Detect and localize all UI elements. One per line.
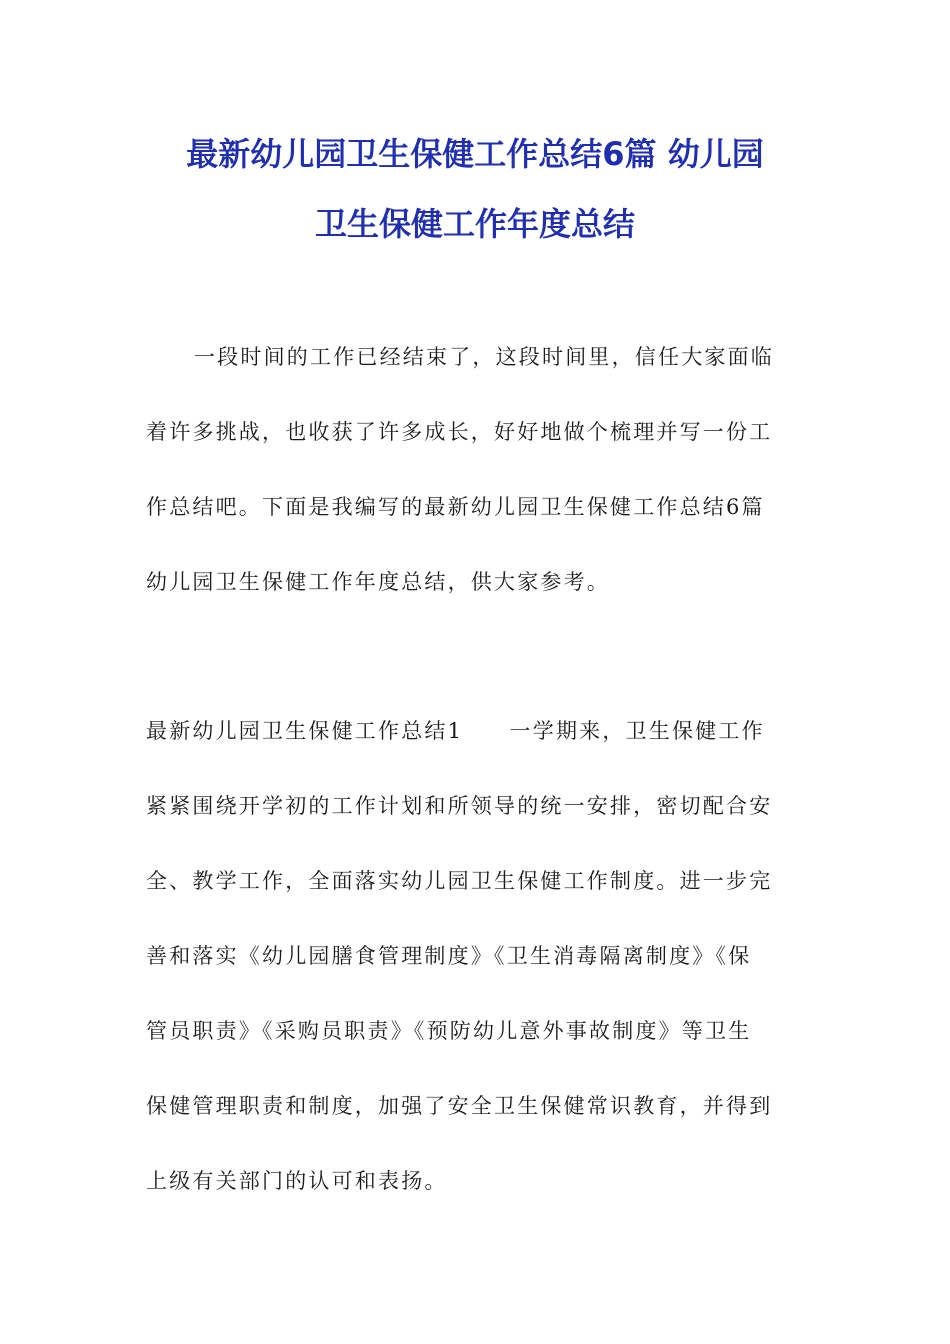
intro-line: 一段时间的工作已经结束了，这段时间里，信任大家面临	[194, 345, 774, 369]
intro-line: 着许多挑战，也收获了许多成长，好好地做个梳理并写一份工	[146, 420, 773, 444]
section-1-line: 全、教学工作，全面落实幼儿园卫生保健工作制度。进一步完	[146, 869, 773, 893]
section-1-line: 上级有关部门的认可和表扬。	[146, 1169, 448, 1193]
section-1-line: 保健管理职责和制度，加强了安全卫生保健常识教育，并得到	[146, 1094, 773, 1118]
intro-line: 作总结吧。下面是我编写的最新幼儿园卫生保健工作总结6篇	[146, 495, 765, 519]
section-1-line: 善和落实《幼儿园膳食管理制度》《卫生消毒隔离制度》《保	[146, 944, 752, 968]
intro-line: 幼儿园卫生保健工作年度总结，供大家参考。	[146, 570, 610, 594]
section-1-line: 紧紧围绕开学初的工作计划和所领导的统一安排，密切配合安	[146, 794, 773, 818]
document-title-line-1: 最新幼儿园卫生保健工作总结6篇 幼儿园	[186, 135, 764, 173]
section-1-line: 最新幼儿园卫生保健工作总结1 一学期来，卫生保健工作	[146, 719, 765, 743]
document-title-line-2: 卫生保健工作年度总结	[314, 205, 635, 243]
section-1-line: 管员职责》《采购员职责》《预防幼儿意外事故制度》等卫生	[146, 1019, 752, 1043]
